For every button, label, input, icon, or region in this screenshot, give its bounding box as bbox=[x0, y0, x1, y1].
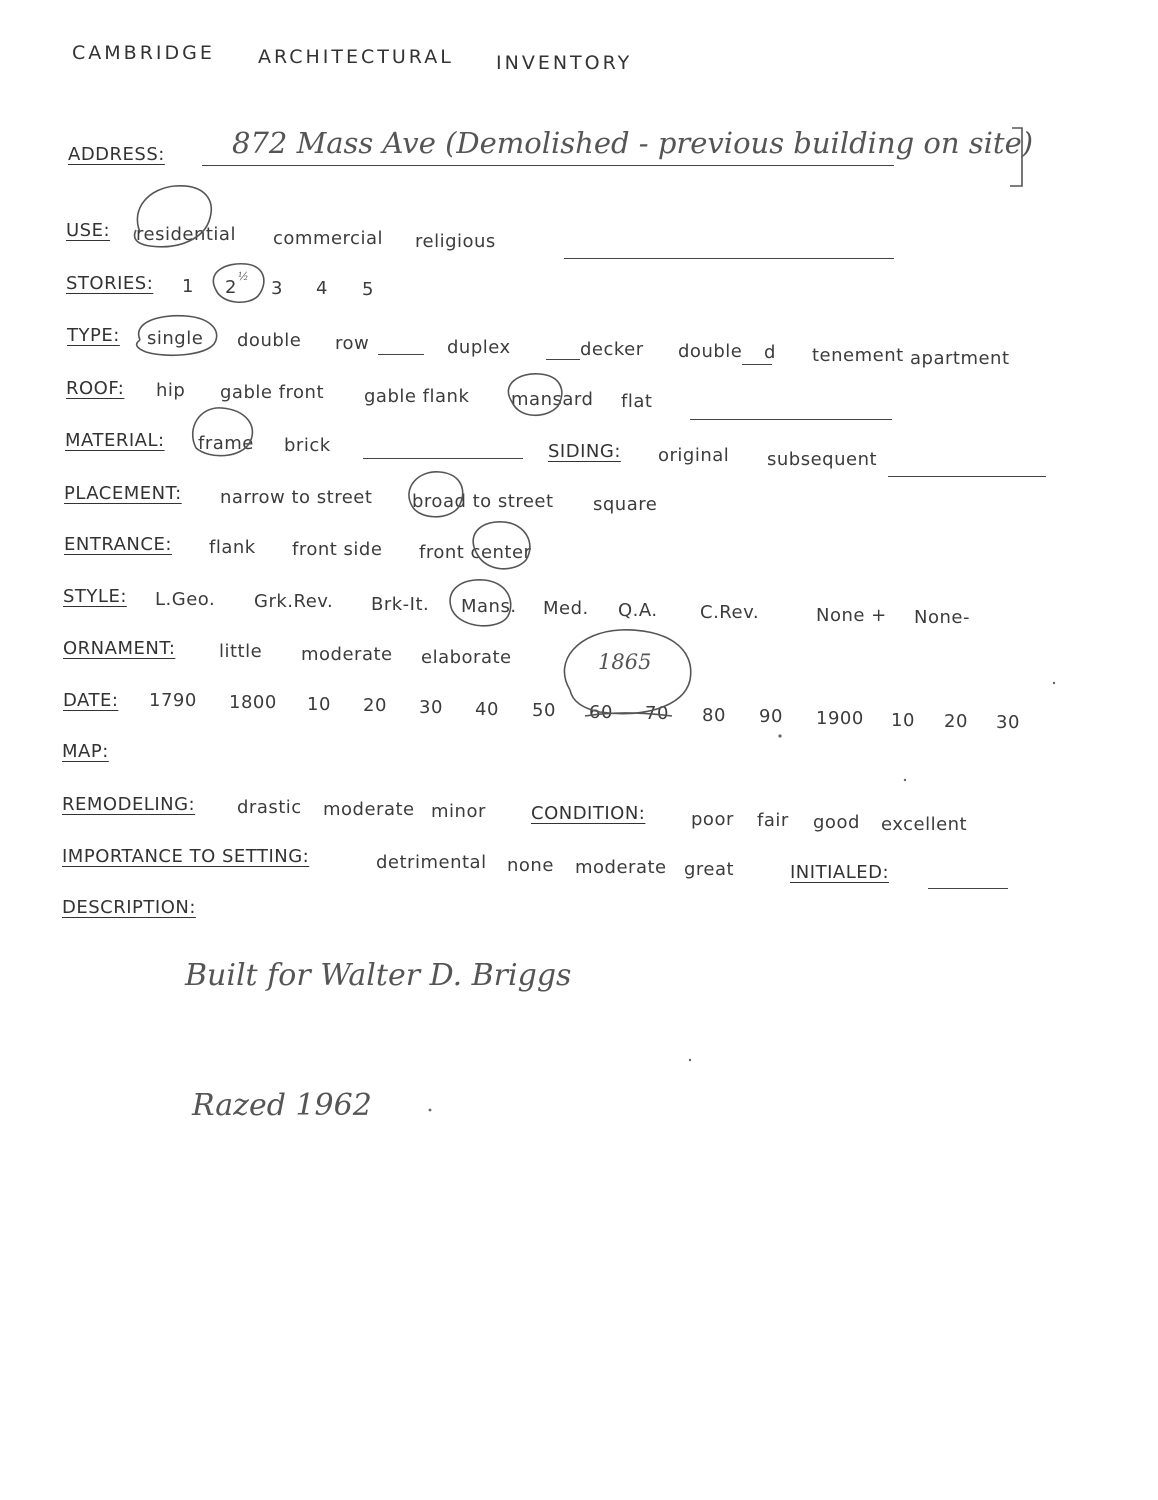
stories-label: STORIES: bbox=[66, 273, 154, 294]
date-option-80: 80 bbox=[702, 705, 726, 726]
description-label: DESCRIPTION: bbox=[62, 897, 196, 918]
style-option-brk-it: Brk-It. bbox=[371, 594, 430, 615]
circle-material-frame bbox=[193, 408, 253, 456]
stories-option-2: 2 bbox=[225, 277, 237, 298]
style-option-qa: Q.A. bbox=[618, 600, 658, 621]
date-option-20: 20 bbox=[363, 695, 387, 716]
condition-option-poor: poor bbox=[691, 809, 734, 830]
use-option-residential: residential bbox=[136, 224, 236, 245]
stories-half-note: ½ bbox=[238, 270, 249, 283]
importance-option-moderate: moderate bbox=[575, 857, 667, 878]
use-option-commercial: commercial bbox=[273, 228, 383, 249]
type-option-double: double bbox=[237, 330, 302, 351]
date-option-1900: 1900 bbox=[816, 708, 864, 729]
ornament-option-little: little bbox=[219, 641, 263, 662]
date-option-70: 70 bbox=[645, 703, 669, 724]
date-option-50: 50 bbox=[532, 700, 556, 721]
roof-label: ROOF: bbox=[66, 378, 125, 399]
map-label: MAP: bbox=[62, 741, 109, 762]
date-option-10: 10 bbox=[307, 694, 331, 715]
roof-option-hip: hip bbox=[156, 380, 186, 401]
circle-roof-mansard bbox=[508, 374, 561, 415]
siding-label: SIDING: bbox=[548, 441, 621, 462]
form-title-architectural: ARCHITECTURAL bbox=[258, 46, 454, 68]
circle-date-1865 bbox=[564, 630, 690, 714]
type-option-single: single bbox=[147, 328, 204, 349]
stories-option-5: 5 bbox=[362, 279, 374, 300]
style-option-mans: Mans. bbox=[461, 596, 517, 617]
placement-option-square: square bbox=[593, 494, 658, 515]
entrance-option-front-center: front center bbox=[419, 542, 532, 563]
stories-option-3: 3 bbox=[271, 278, 283, 299]
remodeling-option-drastic: drastic bbox=[237, 797, 302, 818]
stray-dot bbox=[1053, 682, 1055, 684]
material-option-brick: brick bbox=[284, 435, 331, 456]
circle-stories-2 bbox=[213, 264, 264, 303]
type-option-decker: decker bbox=[580, 339, 644, 360]
strike-date-60-70 bbox=[585, 713, 672, 716]
date-option-60: 60 bbox=[589, 702, 613, 723]
form-title-cambridge: CAMBRIDGE bbox=[72, 42, 215, 64]
roof-option-mansard: mansard bbox=[511, 389, 594, 410]
address-value: 872 Mass Ave (Demolished - previous building on site) bbox=[232, 126, 1034, 160]
placement-option-narrow: narrow to street bbox=[220, 487, 373, 508]
style-label: STYLE: bbox=[63, 586, 127, 607]
entrance-label: ENTRANCE: bbox=[64, 534, 172, 555]
style-option-c-rev: C.Rev. bbox=[700, 602, 760, 623]
date-option-90: 90 bbox=[759, 706, 783, 727]
type-option-row: row bbox=[335, 333, 370, 354]
circle-residential bbox=[135, 186, 212, 247]
importance-option-none: none bbox=[507, 855, 554, 876]
description-note-razed: Razed 1962 bbox=[192, 1088, 372, 1123]
form-title-inventory: INVENTORY bbox=[496, 52, 633, 74]
material-option-frame: frame bbox=[198, 433, 254, 454]
remodeling-label: REMODELING: bbox=[62, 794, 196, 815]
condition-option-excellent: excellent bbox=[881, 814, 968, 835]
condition-option-fair: fair bbox=[757, 810, 789, 831]
condition-label: CONDITION: bbox=[531, 803, 646, 824]
roof-option-gable-flank: gable flank bbox=[364, 386, 470, 407]
placement-option-broad: broad to street bbox=[412, 491, 554, 512]
date-handwritten-1865: 1865 bbox=[598, 650, 652, 674]
condition-option-good: good bbox=[813, 812, 860, 833]
ornament-option-moderate: moderate bbox=[301, 644, 393, 665]
roof-option-gable-front: gable front bbox=[220, 382, 324, 403]
circle-style-mans bbox=[450, 580, 511, 626]
importance-label: IMPORTANCE TO SETTING: bbox=[62, 846, 310, 867]
type-label: TYPE: bbox=[67, 325, 120, 346]
use-option-religious: religious bbox=[415, 231, 496, 252]
material-label: MATERIAL: bbox=[65, 430, 165, 451]
entrance-option-front-side: front side bbox=[292, 539, 383, 560]
stray-dot bbox=[429, 1109, 432, 1112]
remodeling-option-moderate: moderate bbox=[323, 799, 415, 820]
entrance-option-flank: flank bbox=[209, 537, 256, 558]
date-option-1790: 1790 bbox=[149, 690, 197, 711]
type-option-duplex: duplex bbox=[447, 337, 511, 358]
stories-option-1: 1 bbox=[182, 276, 194, 297]
style-option-none-minus: None- bbox=[914, 607, 970, 628]
date-label: DATE: bbox=[63, 690, 119, 711]
circle-entrance-center bbox=[473, 522, 530, 569]
use-label: USE: bbox=[66, 220, 111, 241]
circle-type-single bbox=[137, 316, 217, 356]
placement-label: PLACEMENT: bbox=[64, 483, 182, 504]
type-option-double-d: double bbox=[678, 341, 743, 362]
circle-placement-broad bbox=[409, 472, 463, 517]
style-option-grk-rev: Grk.Rev. bbox=[254, 591, 334, 612]
stray-dot bbox=[689, 1059, 691, 1061]
stray-dot bbox=[778, 734, 781, 737]
style-option-med: Med. bbox=[543, 598, 589, 619]
stray-dot bbox=[904, 779, 906, 781]
date-option-1930: 30 bbox=[996, 712, 1020, 733]
address-label: ADDRESS: bbox=[68, 144, 165, 165]
date-option-1920: 20 bbox=[944, 711, 968, 732]
importance-option-detrimental: detrimental bbox=[376, 852, 487, 873]
type-option-apartment: apartment bbox=[910, 348, 1010, 369]
ornament-option-elaborate: elaborate bbox=[421, 647, 512, 668]
date-option-1910: 10 bbox=[891, 710, 915, 731]
siding-option-original: original bbox=[658, 445, 730, 466]
type-option-d: d bbox=[764, 342, 776, 363]
remodeling-option-minor: minor bbox=[431, 801, 486, 822]
date-option-40: 40 bbox=[475, 699, 499, 720]
style-option-none-plus: None + bbox=[816, 605, 887, 626]
initialed-label: INITIALED: bbox=[790, 862, 890, 883]
importance-option-great: great bbox=[684, 859, 735, 880]
address-bracket-mark bbox=[1010, 128, 1022, 186]
type-option-tenement: tenement bbox=[812, 345, 904, 366]
date-option-30: 30 bbox=[419, 697, 443, 718]
roof-option-flat: flat bbox=[621, 391, 653, 412]
stories-option-4: 4 bbox=[316, 278, 328, 299]
style-option-l-geo: L.Geo. bbox=[155, 589, 216, 610]
description-note-built-for: Built for Walter D. Briggs bbox=[185, 958, 572, 993]
siding-option-subsequent: subsequent bbox=[767, 449, 878, 470]
ornament-label: ORNAMENT: bbox=[63, 638, 176, 659]
date-option-1800: 1800 bbox=[229, 692, 277, 713]
